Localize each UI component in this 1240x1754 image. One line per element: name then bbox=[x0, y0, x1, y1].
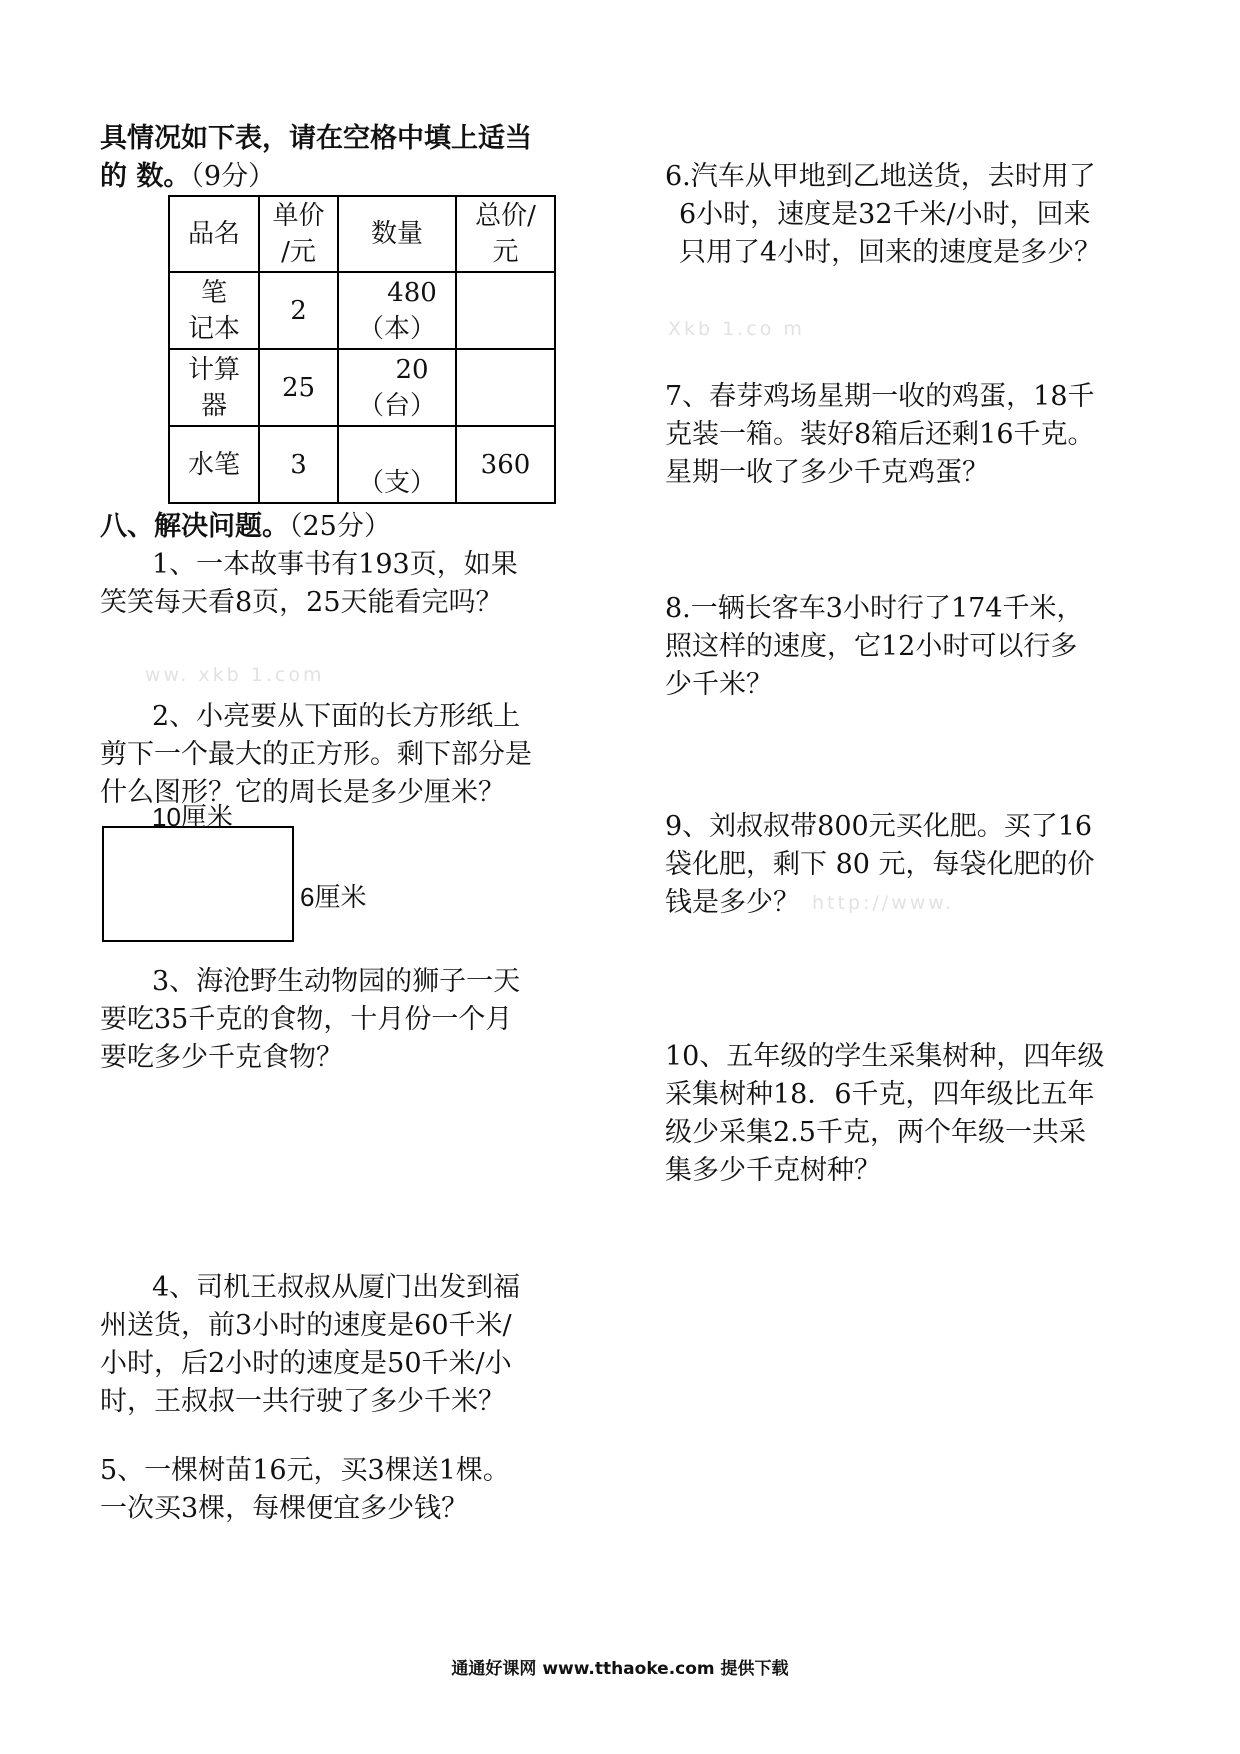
intro-line-1: 具情况如下表，请在空格中填上适当 bbox=[100, 123, 532, 154]
header-qty: 数量 bbox=[338, 196, 456, 272]
question-3 bbox=[100, 963, 520, 1077]
question-line: 什么图形？它的周长是多少厘米？ bbox=[100, 777, 505, 808]
question-2 bbox=[100, 698, 532, 812]
rect-width-label: 10厘米 bbox=[152, 802, 233, 832]
question-line: 只用了4小时，回来的速度是多少？ bbox=[679, 237, 1102, 268]
question-line: 时，王叔叔一共行驶了多少千米？ bbox=[100, 1386, 505, 1417]
table-row bbox=[169, 272, 555, 349]
table-row bbox=[169, 349, 555, 426]
goods-table bbox=[168, 195, 556, 504]
question-line: 6小时，速度是32千米/小时，回来 bbox=[679, 199, 1091, 230]
question-4 bbox=[100, 1269, 520, 1421]
intro-text: 的 数。 bbox=[100, 161, 191, 192]
question-line: 6.汽车从甲地到乙地送货，去时用了 bbox=[665, 161, 1096, 192]
cell-qty bbox=[338, 426, 456, 503]
cell-price: 2 bbox=[259, 272, 338, 349]
question-line: 州送货，前3小时的速度是60千米/ bbox=[100, 1310, 512, 1341]
header-total: 总价/ 元 bbox=[456, 196, 555, 272]
question-line: 采集树种18．6千克，四年级比五年 bbox=[665, 1079, 1095, 1110]
qty-unit: （支） bbox=[357, 467, 436, 498]
rectangle-figure bbox=[102, 826, 294, 942]
question-line: 3、海沧野生动物园的狮子一天 bbox=[152, 966, 521, 997]
header-price: 单价 /元 bbox=[259, 196, 338, 272]
question-7 bbox=[665, 378, 1095, 492]
section-score: （25分） bbox=[289, 511, 391, 542]
question-line: 克装一箱。装好8箱后还剩16千克。 bbox=[665, 419, 1095, 450]
header-name: 品名 bbox=[169, 196, 259, 272]
question-6 bbox=[665, 158, 1101, 272]
question-8 bbox=[665, 590, 1083, 704]
question-line: 2、小亮要从下面的长方形纸上 bbox=[152, 701, 521, 732]
qty-value bbox=[339, 429, 455, 465]
question-10 bbox=[665, 1038, 1104, 1190]
question-line: 8.一辆长客车3小时行了174千米， bbox=[665, 593, 1084, 624]
cell-name: 计算 器 bbox=[169, 349, 259, 426]
question-line: 小时，后2小时的速度是50千米/小 bbox=[100, 1348, 512, 1379]
watermark: ww. xkb 1.com bbox=[145, 664, 325, 686]
intro-score: （9分） bbox=[190, 161, 276, 192]
cell-name: 水笔 bbox=[169, 426, 259, 503]
question-line: 钱是多少？ bbox=[665, 887, 800, 918]
question-line: 袋化肥，剩下 80 元，每袋化肥的价 bbox=[665, 849, 1095, 880]
cell-total bbox=[456, 349, 555, 426]
qty-value: 20 bbox=[395, 354, 429, 385]
footer-link[interactable]: 通通好课网 www.tthaoke.com 提供下载 bbox=[451, 1659, 789, 1679]
question-line: 少千米？ bbox=[665, 669, 773, 700]
table-row bbox=[169, 426, 555, 503]
cell-name: 笔 记本 bbox=[169, 272, 259, 349]
question-5 bbox=[100, 1452, 510, 1528]
watermark: Xkb 1.co m bbox=[668, 318, 805, 340]
question-line: 7、春芽鸡场星期一收的鸡蛋，18千 bbox=[665, 381, 1095, 412]
qty-unit: （台） bbox=[357, 390, 436, 421]
qty-value: 480 bbox=[387, 277, 437, 308]
qty-unit: （本） bbox=[357, 313, 436, 344]
rect-height-label: 6厘米 bbox=[300, 882, 367, 912]
cell-qty bbox=[338, 349, 456, 426]
question-line: 要吃多少千克食物？ bbox=[100, 1042, 343, 1073]
question-line: 1、一本故事书有193页，如果 bbox=[152, 549, 518, 580]
question-line: 10、五年级的学生采集树种，四年级 bbox=[665, 1041, 1105, 1072]
question-line: 4、司机王叔叔从厦门出发到福 bbox=[152, 1272, 521, 1303]
question-line: 要吃35千克的食物，十月份一个月 bbox=[100, 1004, 513, 1035]
section-heading bbox=[100, 508, 391, 546]
question-line: 星期一收了多少千克鸡蛋？ bbox=[665, 457, 989, 488]
question-1 bbox=[100, 546, 518, 622]
question-line: 级少采集2.5千克，两个年级一共采 bbox=[665, 1117, 1086, 1148]
table-header-row bbox=[169, 196, 555, 272]
question-line: 笑笑每天看8页，25天能看完吗？ bbox=[100, 587, 503, 618]
question-line: 照这样的速度，它12小时可以行多 bbox=[665, 631, 1078, 662]
cell-total: 360 bbox=[456, 426, 555, 503]
cell-qty bbox=[338, 272, 456, 349]
question-line: 5、一棵树苗16元，买3棵送1棵。 bbox=[100, 1455, 510, 1486]
cell-total bbox=[456, 272, 555, 349]
question-line: 9、刘叔叔带800元买化肥。买了16 bbox=[665, 811, 1093, 842]
cell-price: 25 bbox=[259, 349, 338, 426]
question-line: 集多少千克树种？ bbox=[665, 1155, 881, 1186]
watermark: http://www. bbox=[812, 892, 955, 914]
cell-price: 3 bbox=[259, 426, 338, 503]
question-line: 一次买3棵，每棵便宜多少钱？ bbox=[100, 1493, 469, 1524]
intro-line-2 bbox=[100, 158, 275, 196]
question-line: 剪下一个最大的正方形。剩下部分是 bbox=[100, 739, 532, 770]
section-title: 八、解决问题。 bbox=[100, 511, 289, 542]
